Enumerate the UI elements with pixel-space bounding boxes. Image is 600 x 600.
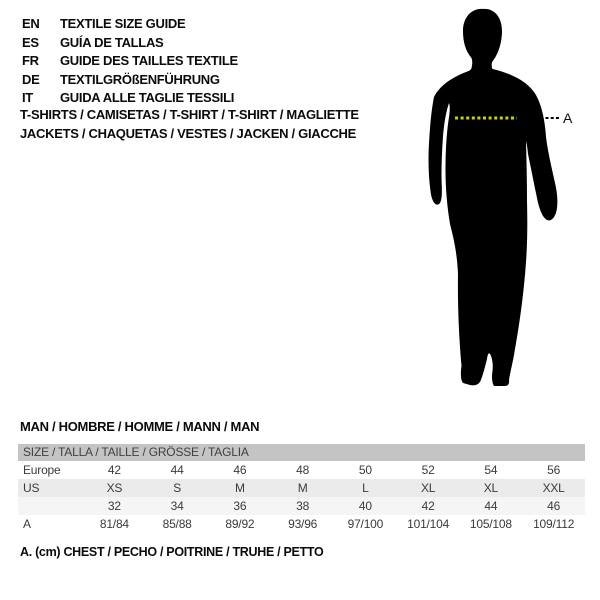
size-cell: 38 — [296, 499, 310, 513]
size-cell: XL — [483, 481, 499, 495]
size-cell: 81/84 — [99, 517, 129, 531]
size-cell: 36 — [233, 499, 247, 513]
language-label: GUIDE DES TAILLES TEXTILE — [60, 53, 238, 69]
size-cell: 54 — [484, 463, 498, 477]
category-jackets: JACKETS / CHAQUETAS / VESTES / JACKEN / GIACCHE — [20, 126, 356, 141]
section-title-man: MAN / HOMBRE / HOMME / MANN / MAN — [20, 419, 260, 434]
size-cell: 42 — [107, 463, 121, 477]
size-cell: 101/104 — [407, 517, 450, 531]
language-code: FR — [22, 53, 39, 69]
size-cell: 40 — [358, 499, 372, 513]
measurement-footnote: A. (cm) CHEST / PECHO / POITRINE / TRUHE / PETTO — [20, 545, 324, 559]
language-label: TEXTILE SIZE GUIDE — [60, 16, 186, 31]
row-label: US — [23, 481, 40, 495]
language-code: IT — [22, 90, 33, 106]
size-cell: 46 — [233, 463, 247, 477]
size-cell: 44 — [170, 463, 184, 477]
size-cell: M — [297, 481, 308, 495]
size-cell: S — [173, 481, 182, 495]
table-row-uk — [18, 497, 585, 515]
category-tshirts: T-SHIRTS / CAMISETAS / T-SHIRT / T-SHIRT / MAGLIETTE — [20, 107, 359, 122]
language-label: GUÍA DE TALLAS — [60, 34, 164, 50]
table-row-us — [18, 479, 585, 497]
row-label — [18, 497, 83, 515]
category-list — [20, 105, 359, 143]
size-cell: 42 — [421, 499, 435, 513]
language-row — [22, 71, 238, 90]
size-cell: XL — [420, 481, 436, 495]
size-cell: 105/108 — [469, 517, 512, 531]
row-label: A — [23, 517, 31, 531]
size-cell: L — [362, 481, 369, 495]
size-cell: 93/96 — [288, 517, 318, 531]
size-cell: 50 — [358, 463, 372, 477]
size-cell: 32 — [107, 499, 121, 513]
size-cell: XS — [106, 481, 123, 495]
language-list — [22, 15, 238, 108]
language-code: EN — [22, 16, 40, 31]
size-cell: M — [234, 481, 245, 495]
measure-label-a: A — [563, 110, 573, 126]
size-cell: 52 — [421, 463, 435, 477]
size-cell: 97/100 — [347, 517, 384, 531]
size-table-header: SIZE / TALLA / TAILLE / GRÖSSE / TAGLIA — [18, 444, 585, 461]
language-row — [22, 34, 238, 53]
man-silhouette-path — [429, 9, 558, 386]
language-label: GUIDA ALLE TAGLIE TESSILI — [60, 90, 235, 106]
size-cell: 85/88 — [162, 517, 192, 531]
size-cell: XXL — [542, 481, 565, 495]
size-cell: 89/92 — [225, 517, 255, 531]
language-row — [22, 52, 238, 71]
man-silhouette-svg — [395, 0, 600, 400]
table-row-europe — [18, 461, 585, 479]
size-cell: 44 — [484, 499, 498, 513]
size-cell: 56 — [547, 463, 561, 477]
language-code: DE — [22, 71, 40, 87]
man-figure — [395, 0, 600, 400]
table-row-chest-a — [18, 515, 585, 533]
language-label: TEXTILGRÖßENFÜHRUNG — [60, 71, 220, 87]
language-row — [22, 15, 238, 34]
size-cell: 109/112 — [533, 517, 575, 531]
language-code: ES — [22, 34, 39, 50]
size-table — [18, 444, 585, 533]
size-cell: 34 — [170, 499, 184, 513]
size-cell: 46 — [547, 499, 561, 513]
row-label: Europe — [23, 463, 61, 477]
size-cell: 48 — [296, 463, 310, 477]
